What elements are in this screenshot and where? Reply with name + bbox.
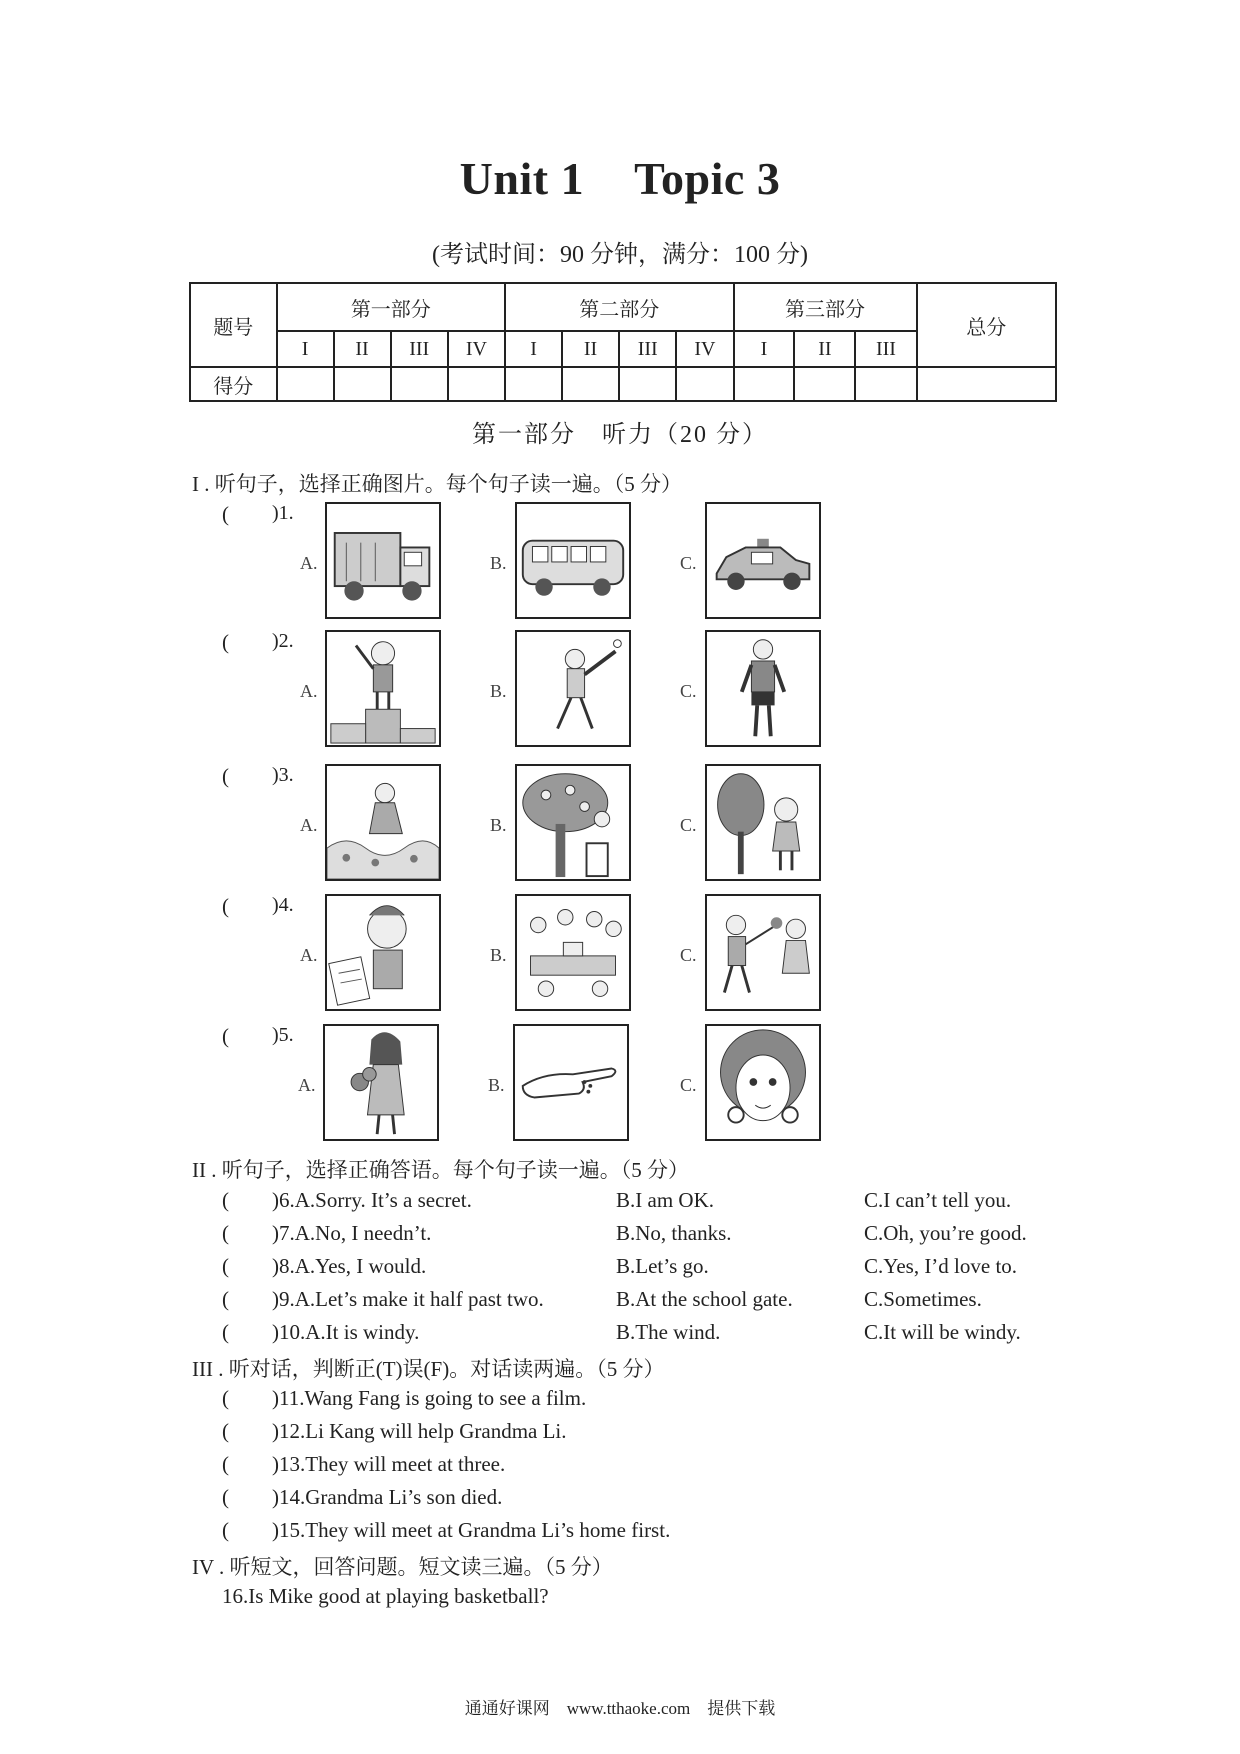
option-a-text: )6.A.Sorry. It’s a secret. <box>272 1188 472 1212</box>
answer-paren[interactable]: ( <box>222 1254 229 1278</box>
page-title <box>0 152 1240 205</box>
option-b-label: B. <box>490 681 507 701</box>
answer-paren[interactable]: ( <box>222 1188 229 1212</box>
statement-text: )12.Li Kang will help Grandma Li. <box>272 1419 567 1443</box>
part-2-heading: II . 听句子，选择正确答语。每个句子读一遍。（5 分） <box>192 1158 689 1182</box>
answer-paren[interactable]: ( <box>222 1386 229 1410</box>
exam-info: (考试时间：90 分钟，满分：100 分) <box>432 242 808 268</box>
header-total: 总分 <box>917 283 1057 367</box>
birthday-party-icon[interactable] <box>515 894 631 1011</box>
option-c-label: C. <box>680 815 697 835</box>
footer-credit: 通通好课网 www.tthaoke.com 提供下载 <box>464 1699 776 1718</box>
col-p1-4: IV <box>448 331 505 367</box>
option-c-label: C. <box>680 681 697 701</box>
col-p1-3: III <box>391 331 448 367</box>
col-p3-3: III <box>855 331 916 367</box>
option-c-text: C.It will be windy. <box>864 1320 1021 1344</box>
question-number: )4. <box>272 894 294 916</box>
option-b-text: B.At the school gate. <box>616 1287 793 1311</box>
boy-with-paper-icon[interactable] <box>325 894 441 1011</box>
part-1-heading: I . 听句子，选择正确图片。每个句子读一遍。（5 分） <box>192 472 682 496</box>
truck-icon[interactable] <box>325 502 441 619</box>
col-p1-2: II <box>334 331 391 367</box>
score-cell[interactable] <box>277 367 334 401</box>
question-number: )3. <box>272 764 294 786</box>
score-cell[interactable] <box>391 367 448 401</box>
part-3-heading: III . 听对话，判断正(T)误(F)。对话读两遍。（5 分） <box>192 1357 665 1381</box>
girl-planting-tree-icon[interactable] <box>705 764 821 881</box>
option-b-text: B.I am OK. <box>616 1188 714 1212</box>
woman-with-flowers-icon[interactable] <box>323 1024 439 1141</box>
label-score: 得分 <box>190 367 277 401</box>
section-1-title: 第一部分 听力（20 分） <box>472 422 768 448</box>
header-part-1: 第一部分 <box>277 283 505 331</box>
option-a-label: A. <box>300 815 318 835</box>
score-cell[interactable] <box>676 367 733 401</box>
col-p3-1: I <box>734 331 795 367</box>
option-b-label: B. <box>490 945 507 965</box>
option-c-label: C. <box>680 1075 697 1095</box>
girl-picking-flowers-icon[interactable] <box>325 764 441 881</box>
option-c-text: C.I can’t tell you. <box>864 1188 1012 1212</box>
option-b-text: B.The wind. <box>616 1320 721 1344</box>
girl-with-earrings-icon[interactable] <box>705 1024 821 1141</box>
score-cell[interactable] <box>794 367 855 401</box>
option-c-label: C. <box>680 945 697 965</box>
col-p2-4: IV <box>676 331 733 367</box>
athlete-icon[interactable] <box>705 630 821 747</box>
statement-text: )15.They will meet at Grandma Li’s home first. <box>272 1518 671 1542</box>
question-number: )1. <box>272 502 294 524</box>
score-cell[interactable] <box>505 367 562 401</box>
header-part-2: 第二部分 <box>505 283 733 331</box>
car-icon[interactable] <box>705 502 821 619</box>
question-number: )5. <box>272 1024 294 1046</box>
apple-tree-picking-icon[interactable] <box>515 764 631 881</box>
option-b-label: B. <box>490 553 507 573</box>
col-p1-1: I <box>277 331 334 367</box>
question-16: 16.Is Mike good at playing basketball? <box>222 1584 549 1608</box>
baseball-player-icon[interactable] <box>515 630 631 747</box>
answer-paren[interactable]: ( <box>222 764 229 788</box>
option-a-text: )7.A.No, I needn’t. <box>272 1221 432 1245</box>
option-a-text: )9.A.Let’s make it half past two. <box>272 1287 544 1311</box>
label-question-number: 题号 <box>190 283 277 367</box>
option-b-text: B.No, thanks. <box>616 1221 732 1245</box>
option-b-label: B. <box>490 815 507 835</box>
score-table <box>189 282 1057 402</box>
statement-text: )11.Wang Fang is going to see a film. <box>272 1386 587 1410</box>
kids-giving-flowers-icon[interactable] <box>705 894 821 1011</box>
score-cell[interactable] <box>855 367 916 401</box>
option-b-text: B.Let’s go. <box>616 1254 709 1278</box>
col-p2-3: III <box>619 331 676 367</box>
col-p2-2: II <box>562 331 619 367</box>
option-a-label: A. <box>300 553 318 573</box>
answer-paren[interactable]: ( <box>222 1287 229 1311</box>
winner-podium-icon[interactable] <box>325 630 441 747</box>
option-b-label: B. <box>488 1075 505 1095</box>
answer-paren[interactable]: ( <box>222 894 229 918</box>
question-number: )2. <box>272 630 294 652</box>
answer-paren[interactable]: ( <box>222 1518 229 1542</box>
header-part-3: 第三部分 <box>734 283 917 331</box>
score-cell[interactable] <box>562 367 619 401</box>
title-topic: Topic 3 <box>634 153 781 204</box>
option-a-label: A. <box>298 1075 316 1095</box>
score-cell[interactable] <box>334 367 391 401</box>
answer-paren[interactable]: ( <box>222 502 229 526</box>
col-p3-2: II <box>794 331 855 367</box>
option-a-label: A. <box>300 681 318 701</box>
answer-paren[interactable]: ( <box>222 630 229 654</box>
option-a-text: )8.A.Yes, I would. <box>272 1254 427 1278</box>
answer-paren[interactable]: ( <box>222 1320 229 1344</box>
score-cell[interactable] <box>734 367 795 401</box>
option-c-text: C.Oh, you’re good. <box>864 1221 1027 1245</box>
answer-paren[interactable]: ( <box>222 1485 229 1509</box>
answer-paren[interactable]: ( <box>222 1419 229 1443</box>
answer-paren[interactable]: ( <box>222 1452 229 1476</box>
statement-text: )13.They will meet at three. <box>272 1452 506 1476</box>
score-cell-total[interactable] <box>917 367 1057 401</box>
score-cell[interactable] <box>619 367 676 401</box>
answer-paren[interactable]: ( <box>222 1024 229 1048</box>
option-c-label: C. <box>680 553 697 573</box>
hand-with-ring-icon[interactable] <box>513 1024 629 1141</box>
score-cell[interactable] <box>448 367 505 401</box>
title-unit: Unit 1 <box>459 153 585 204</box>
statement-text: )14.Grandma Li’s son died. <box>272 1485 503 1509</box>
option-c-text: C.Yes, I’d love to. <box>864 1254 1018 1278</box>
answer-paren[interactable]: ( <box>222 1221 229 1245</box>
bus-icon[interactable] <box>515 502 631 619</box>
part-4-heading: IV . 听短文，回答问题。短文读三遍。（5 分） <box>192 1555 613 1579</box>
option-a-text: )10.A.It is windy. <box>272 1320 420 1344</box>
option-a-label: A. <box>300 945 318 965</box>
col-p2-1: I <box>505 331 562 367</box>
option-c-text: C.Sometimes. <box>864 1287 982 1311</box>
